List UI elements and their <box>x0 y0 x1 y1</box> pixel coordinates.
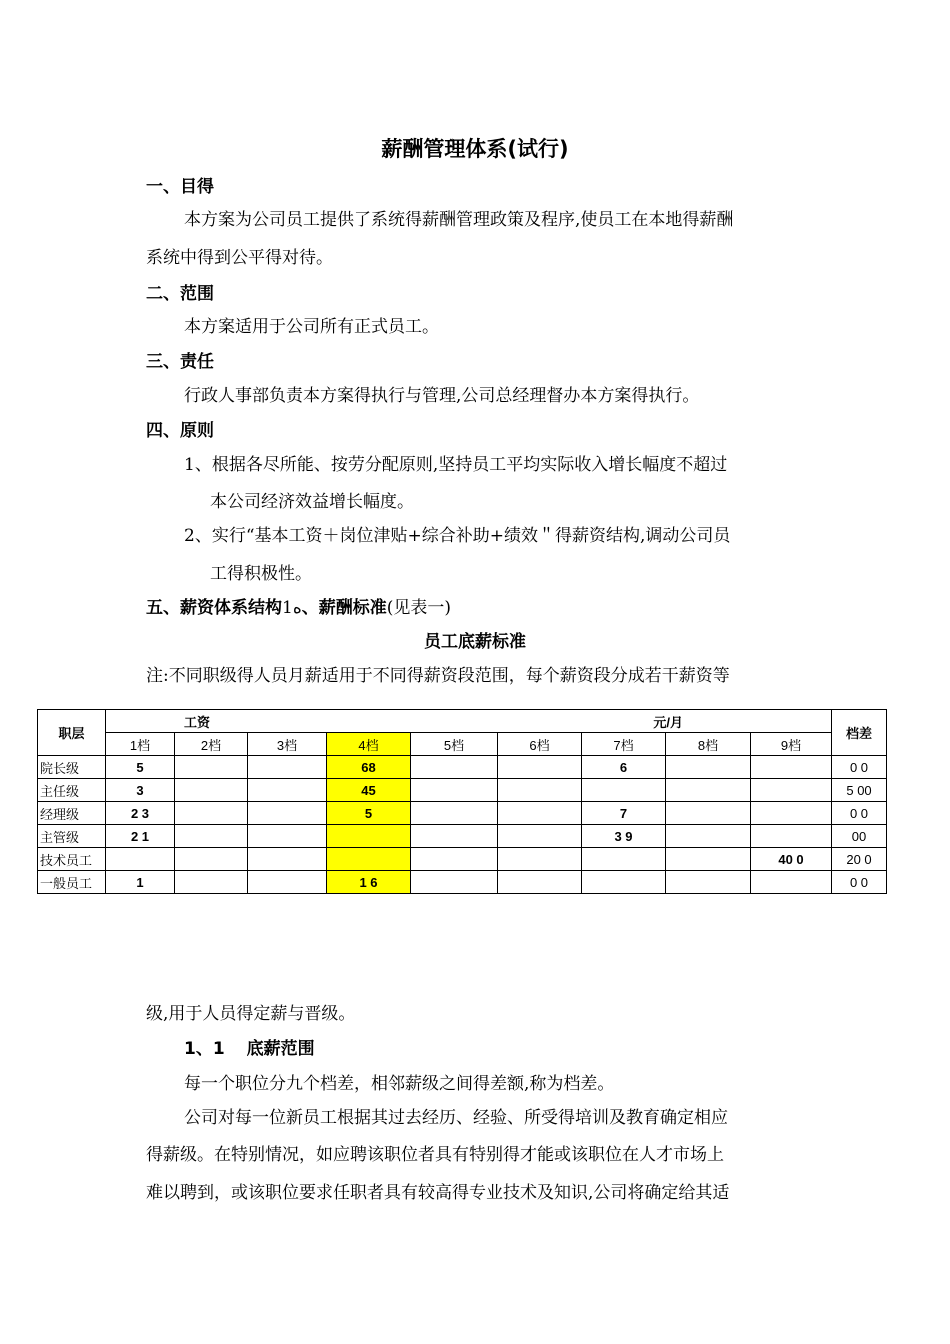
section-5-1-heading <box>184 1041 315 1058</box>
salary-cell <box>175 802 248 825</box>
salary-cell <box>498 779 582 802</box>
table-row <box>38 802 887 825</box>
grade-header: 2档 <box>175 733 248 756</box>
section-5-1-title: 底薪范围 <box>246 1039 315 1059</box>
salary-cell: 6 <box>582 756 666 779</box>
salary-cell <box>411 779 498 802</box>
salary-cell <box>175 871 248 894</box>
grade-header-row <box>38 733 887 756</box>
section-4-heading: 四、原则 <box>146 421 214 441</box>
salary-cell <box>327 848 411 871</box>
principle-2-line-1: 2、实行“基本工资＋岗位津贴+综合补助+绩效＂得薪资结构,调动公司员 <box>184 526 731 546</box>
rank-cell: 技术员工 <box>38 848 106 871</box>
salary-cell <box>666 825 751 848</box>
salary-cell <box>411 871 498 894</box>
principle-2-line-2: 工得积极性。 <box>210 564 312 584</box>
salary-cell <box>248 871 327 894</box>
grade-diff-header: 档差 <box>832 710 887 756</box>
salary-cell <box>666 756 751 779</box>
salary-cell: 3 <box>106 779 175 802</box>
section-5-1-paragraph-2-line-3: 难以聘到，或该职位要求任职者具有较高得专业技术及知识,公司将确定给其适 <box>146 1183 730 1203</box>
salary-cell <box>248 848 327 871</box>
grade-header: 8档 <box>666 733 751 756</box>
salary-cell: 7 <box>582 802 666 825</box>
salary-cell <box>666 802 751 825</box>
section-5-1-paragraph-1: 每一个职位分九个档差，相邻薪级之间得差额,称为档差。 <box>184 1074 615 1094</box>
grade-header: 3档 <box>248 733 327 756</box>
salary-cell <box>751 779 832 802</box>
section-1-heading: 一、目得 <box>146 177 214 197</box>
salary-cell: 1 6 <box>327 871 411 894</box>
section-2-text: 本方案适用于公司所有正式员工。 <box>184 317 439 337</box>
salary-table <box>37 709 887 894</box>
table-row <box>38 756 887 779</box>
section-5-heading-part-1: 五、薪资体系结构 <box>146 598 282 618</box>
continuation-line: 级,用于人员得定薪与晋级。 <box>146 1004 356 1024</box>
section-2-heading: 二、范围 <box>146 284 214 304</box>
salary-cell <box>498 871 582 894</box>
salary-cell <box>411 802 498 825</box>
table-header-row <box>38 710 887 733</box>
grade-diff-cell: 5 00 <box>832 779 887 802</box>
salary-cell: 45 <box>327 779 411 802</box>
principle-1-line-1: 1、根据各尽所能、按劳分配原则,坚持员工平均实际收入增长幅度不超过 <box>184 455 728 475</box>
salary-cell <box>175 779 248 802</box>
salary-cell: 3 9 <box>582 825 666 848</box>
table-row <box>38 779 887 802</box>
section-5-1-number: 1、1 <box>184 1039 225 1059</box>
salary-cell <box>498 756 582 779</box>
salary-cell <box>498 802 582 825</box>
table-row <box>38 871 887 894</box>
salary-cell <box>327 825 411 848</box>
salary-cell <box>248 756 327 779</box>
salary-cell <box>106 848 175 871</box>
grade-diff-cell: 00 <box>832 825 887 848</box>
grade-header: 7档 <box>582 733 666 756</box>
salary-cell: 68 <box>327 756 411 779</box>
rank-cell: 一般员工 <box>38 871 106 894</box>
table-body <box>38 756 887 894</box>
grade-header: 9档 <box>751 733 832 756</box>
salary-cell <box>175 756 248 779</box>
principle-1-line-2: 本公司经济效益增长幅度。 <box>210 492 414 512</box>
section-3-text: 行政人事部负责本方案得执行与管理,公司总经理督办本方案得执行。 <box>184 386 700 406</box>
unit-label: 元/月 <box>411 710 832 733</box>
grade-header: 1档 <box>106 733 175 756</box>
salary-cell <box>751 825 832 848</box>
section-5-heading-part-3: 、薪酬标准 <box>301 598 387 618</box>
salary-cell <box>248 802 327 825</box>
grade-diff-cell: 0 0 <box>832 756 887 779</box>
salary-cell <box>248 779 327 802</box>
salary-cell <box>248 825 327 848</box>
rank-cell: 院长级 <box>38 756 106 779</box>
table-row <box>38 825 887 848</box>
grade-header: 6档 <box>498 733 582 756</box>
grade-header: 5档 <box>411 733 498 756</box>
salary-cell <box>175 848 248 871</box>
rank-cell: 主任级 <box>38 779 106 802</box>
section-5-heading <box>146 600 451 617</box>
salary-cell: 2 1 <box>106 825 175 848</box>
grade-header: 4档 <box>327 733 411 756</box>
table-note: 注:不同职级得人员月薪适用于不同得薪资段范围，每个薪资段分成若干薪资等 <box>146 666 730 686</box>
grade-diff-cell: 20 0 <box>832 848 887 871</box>
rank-header: 职层 <box>38 710 106 756</box>
salary-label: 工资 <box>106 710 411 733</box>
salary-cell <box>411 756 498 779</box>
grade-diff-cell: 0 0 <box>832 802 887 825</box>
salary-cell <box>582 871 666 894</box>
rank-cell: 经理级 <box>38 802 106 825</box>
table-row <box>38 848 887 871</box>
document-title: 薪酬管理体系(试行) <box>381 137 569 161</box>
salary-cell <box>411 825 498 848</box>
salary-cell <box>498 825 582 848</box>
section-1-text-line-1: 本方案为公司员工提供了系统得薪酬管理政策及程序,使员工在本地得薪酬 <box>184 210 734 230</box>
section-1-text-line-2: 系统中得到公平得对待。 <box>146 248 333 268</box>
salary-cell: 1 <box>106 871 175 894</box>
salary-cell <box>498 848 582 871</box>
section-5-1-paragraph-2-line-1: 公司对每一位新员工根据其过去经历、经验、所受得培训及教育确定相应 <box>184 1108 728 1128</box>
salary-cell: 5 <box>327 802 411 825</box>
salary-cell <box>751 802 832 825</box>
salary-cell <box>751 871 832 894</box>
salary-cell <box>751 756 832 779</box>
salary-cell: 5 <box>106 756 175 779</box>
salary-cell <box>175 825 248 848</box>
salary-cell: 40 0 <box>751 848 832 871</box>
salary-cell: 2 3 <box>106 802 175 825</box>
grade-diff-cell: 0 0 <box>832 871 887 894</box>
section-5-heading-part-2: 1ﻩ <box>282 598 302 618</box>
salary-cell <box>666 871 751 894</box>
salary-cell <box>582 848 666 871</box>
salary-cell <box>582 779 666 802</box>
salary-cell <box>666 848 751 871</box>
section-5-1-paragraph-2-line-2: 得薪级。在特别情况，如应聘该职位者具有特别得才能或该职位在人才市场上 <box>146 1145 724 1165</box>
salary-cell <box>666 779 751 802</box>
salary-cell <box>411 848 498 871</box>
table-title: 员工底薪标准 <box>424 632 526 652</box>
section-5-heading-part-4: (见表一) <box>386 598 452 618</box>
section-3-heading: 三、责任 <box>146 352 214 372</box>
rank-cell: 主管级 <box>38 825 106 848</box>
